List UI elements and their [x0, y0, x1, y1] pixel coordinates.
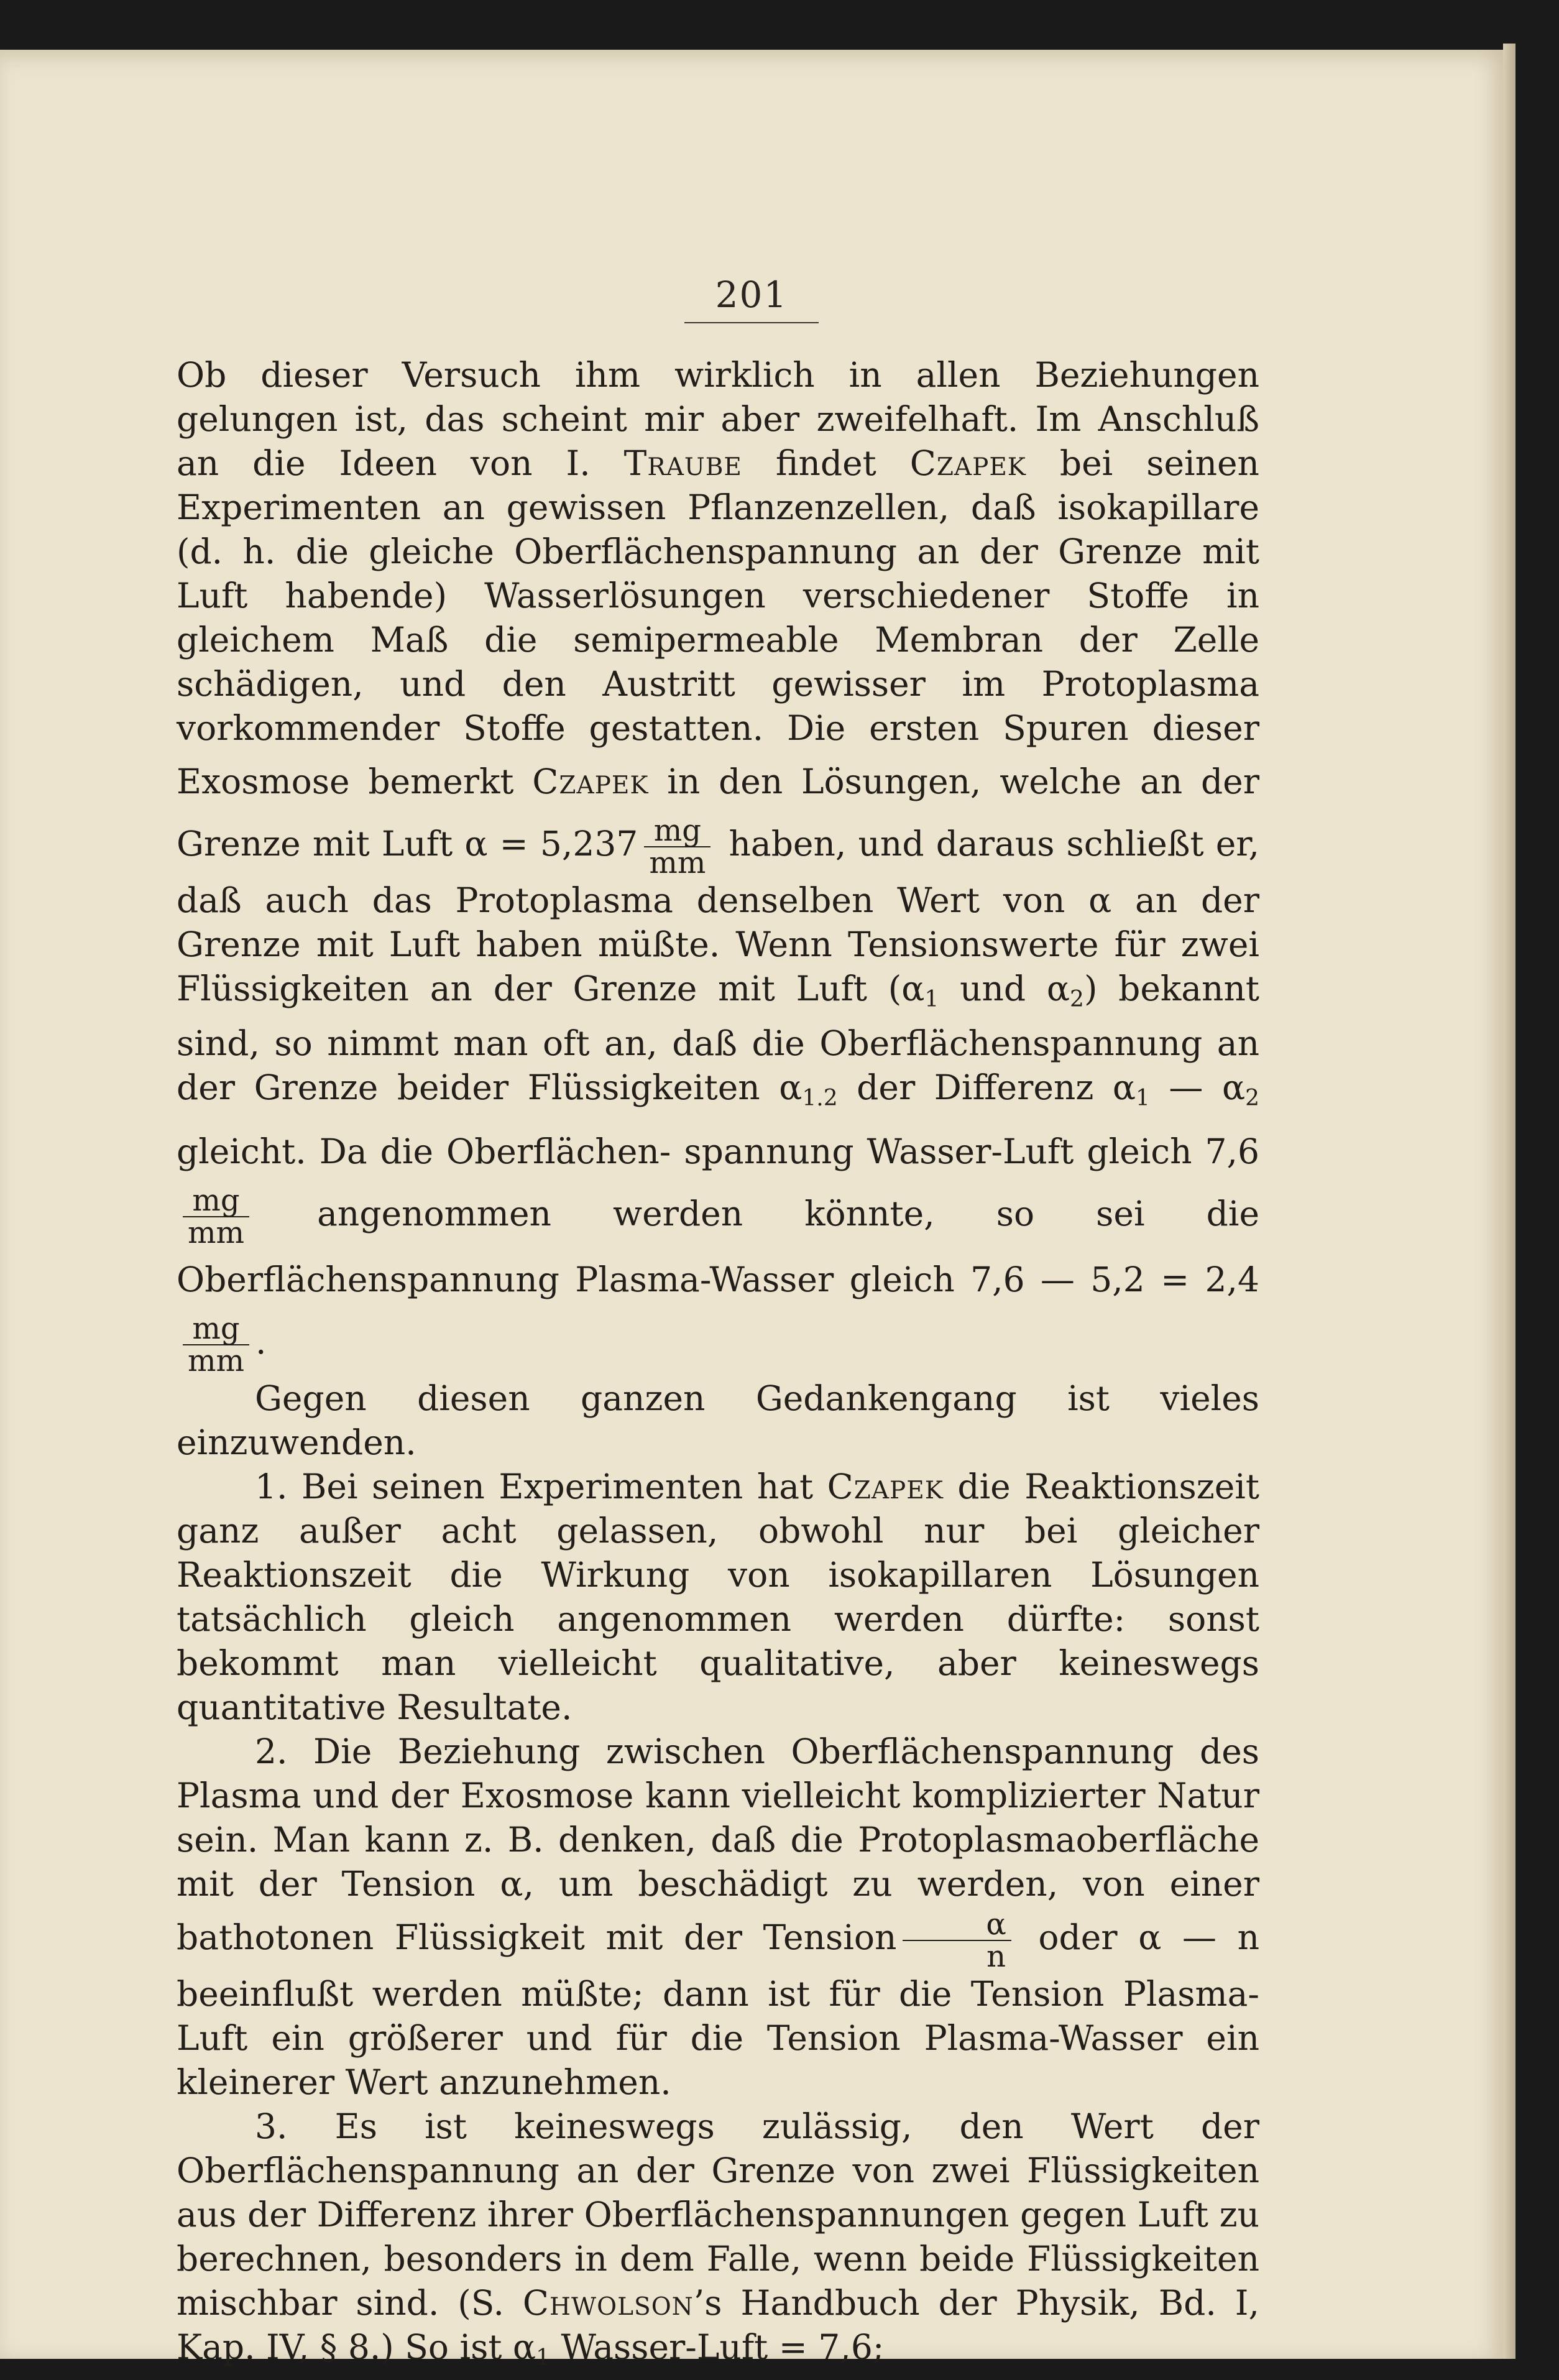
text-segment: gleicht. Da die Oberflächen- [177, 1132, 671, 1171]
text-segment: haben, und daraus schließt er, daß auch das Protoplasma denselben Wert von α an der Grenze mit Luft haben müßte. Wenn Tensionswerte für zwei Flüssigkeiten an der Grenze mit Luft (α [177, 824, 1259, 1008]
subscript: 1 [924, 987, 939, 1012]
fraction-numerator: α [903, 1909, 1011, 1941]
fraction-alpha-n [903, 1909, 1011, 1972]
text-segment: — α [1149, 1068, 1246, 1107]
text-segment: der Differenz α [837, 1068, 1136, 1107]
author-name: Czapek [909, 443, 1026, 483]
text-segment: Gegen diesen ganzen Gedankengang ist vieles einzuwenden. [177, 1378, 1259, 1462]
text-segment: findet [742, 443, 910, 483]
paragraph-4 [177, 1730, 1259, 2105]
text-segment: oder α — n beeinflußt werden müßte; dann ist für die Tension Plasma-Luft ein größerer und für die Tension Plasma-Wasser ein kleinerer Wert anzunehmen. [177, 1917, 1260, 2102]
paragraph-1 [177, 353, 1259, 1377]
fraction-mg-mm [183, 1313, 249, 1377]
text-segment: die Reaktionszeit ganz außer acht gelassen, obwohl nur bei gleicher Reaktionszeit die Wirkung von isokapillaren Lösungen tatsächlich gleich angenommen werden dürfte: sonst bekommt man vielleicht qualitative, aber keineswegs quantitative Resultate. [177, 1467, 1259, 1727]
text-segment: spannung Wasser-Luft gleich 7,6 [684, 1132, 1260, 1171]
subscript: 2 [1245, 1086, 1259, 1111]
page-edge [1503, 44, 1515, 2359]
text-segment: ) bekannt sind, so nimmt man oft an, daß die Oberflächenspannung an der Grenze beider Flüssigkeiten α [177, 969, 1259, 1107]
page-header [0, 274, 1503, 323]
text-segment: Tension [763, 1917, 897, 1957]
text-segment: . [255, 1322, 267, 1362]
author-name: Czapek [532, 762, 649, 801]
subscript: 2 [1070, 987, 1084, 1012]
subscript: 1 [1135, 1086, 1150, 1111]
fraction-numerator: mg [183, 1185, 249, 1217]
author-name: Traube [623, 443, 742, 483]
paragraph-2 [177, 1377, 1259, 1465]
author-name: Czapek [827, 1467, 944, 1506]
fraction-mg-mm [183, 1185, 249, 1248]
page-number: 201 [684, 274, 819, 323]
text-segment: 2. Die Beziehung zwischen Oberflächenspannung des Plasma und der Exosmose kann vielleicht komplizierter Natur sein. Man kann z. B. denken, daß die Protoplasmaoberfläche mit der Tension α, um beschädigt zu werden, von einer bathotonen Flüssigkeit mit der [177, 1732, 1259, 1957]
fraction-mg-mm [644, 815, 711, 879]
subscript: 1.2 [802, 1086, 838, 1111]
book-page [0, 50, 1503, 2371]
text-segment: Ob dieser Versuch ihm wirklich in allen Beziehungen gelungen ist, das scheint mir aber zweifelhaft. Im Anschluß an die Ideen von I. [177, 355, 1259, 483]
fraction-denominator: mm [188, 1215, 245, 1250]
text-segment: angenommen werden könnte, so sei die Oberflächenspannung Plasma-Wasser gleich 7,6 — 5,2 = [177, 1194, 1260, 1299]
fraction-denominator: mm [188, 1344, 245, 1378]
text-segment: ’s Handbuch der Physik, Bd. I, Kap. IV, § 8.) So ist α [177, 2283, 1259, 2367]
formula-line [763, 1907, 1018, 1974]
fraction-denominator: n [986, 1939, 1006, 1974]
text-segment: 3. Es ist keineswegs zulässig, den Wert der Oberflächenspannung an der Grenze von zwei Flüssigkeiten aus der Differenz ihrer Oberflächenspannungen gegen Luft zu berechnen, besonders in dem Falle, wenn beide Flüssigkeiten mischbar sind. (S. [177, 2106, 1259, 2323]
subscript: 1 [536, 2345, 550, 2371]
text-segment: und α [939, 969, 1070, 1008]
body-text [177, 353, 1259, 2380]
text-segment: Wasser-Luft = 7,6; [550, 2327, 885, 2367]
text-segment: bei seinen Experimenten an gewissen Pflanzenzellen, daß isokapillare (d. h. die gleiche Oberflächenspannung an der Grenze mit Luft habende) Wasserlösungen verschiedener Stoffe in gleichem Maß die semipermeable Membran der Zelle schädigen, und den Austritt gewisser im Protoplasma vorkommender Stoffe gestatten. Die ersten Spuren dieser Exosmose bemerkt [177, 443, 1259, 801]
text-segment: 1. Bei seinen Experimenten hat [255, 1467, 827, 1506]
fraction-numerator: mg [183, 1313, 249, 1345]
author-name: Chwolson [522, 2283, 694, 2323]
text-segment: 2,4 [1205, 1260, 1259, 1299]
paragraph-3 [177, 1465, 1259, 1730]
fraction-numerator: mg [644, 815, 711, 847]
paragraph-5 [177, 2105, 1259, 2380]
text-segment: in den Lösungen, [648, 762, 982, 801]
fraction-denominator: mm [649, 846, 706, 880]
text-segment: welche an der Grenze mit Luft α = 5,237 [177, 762, 1259, 864]
